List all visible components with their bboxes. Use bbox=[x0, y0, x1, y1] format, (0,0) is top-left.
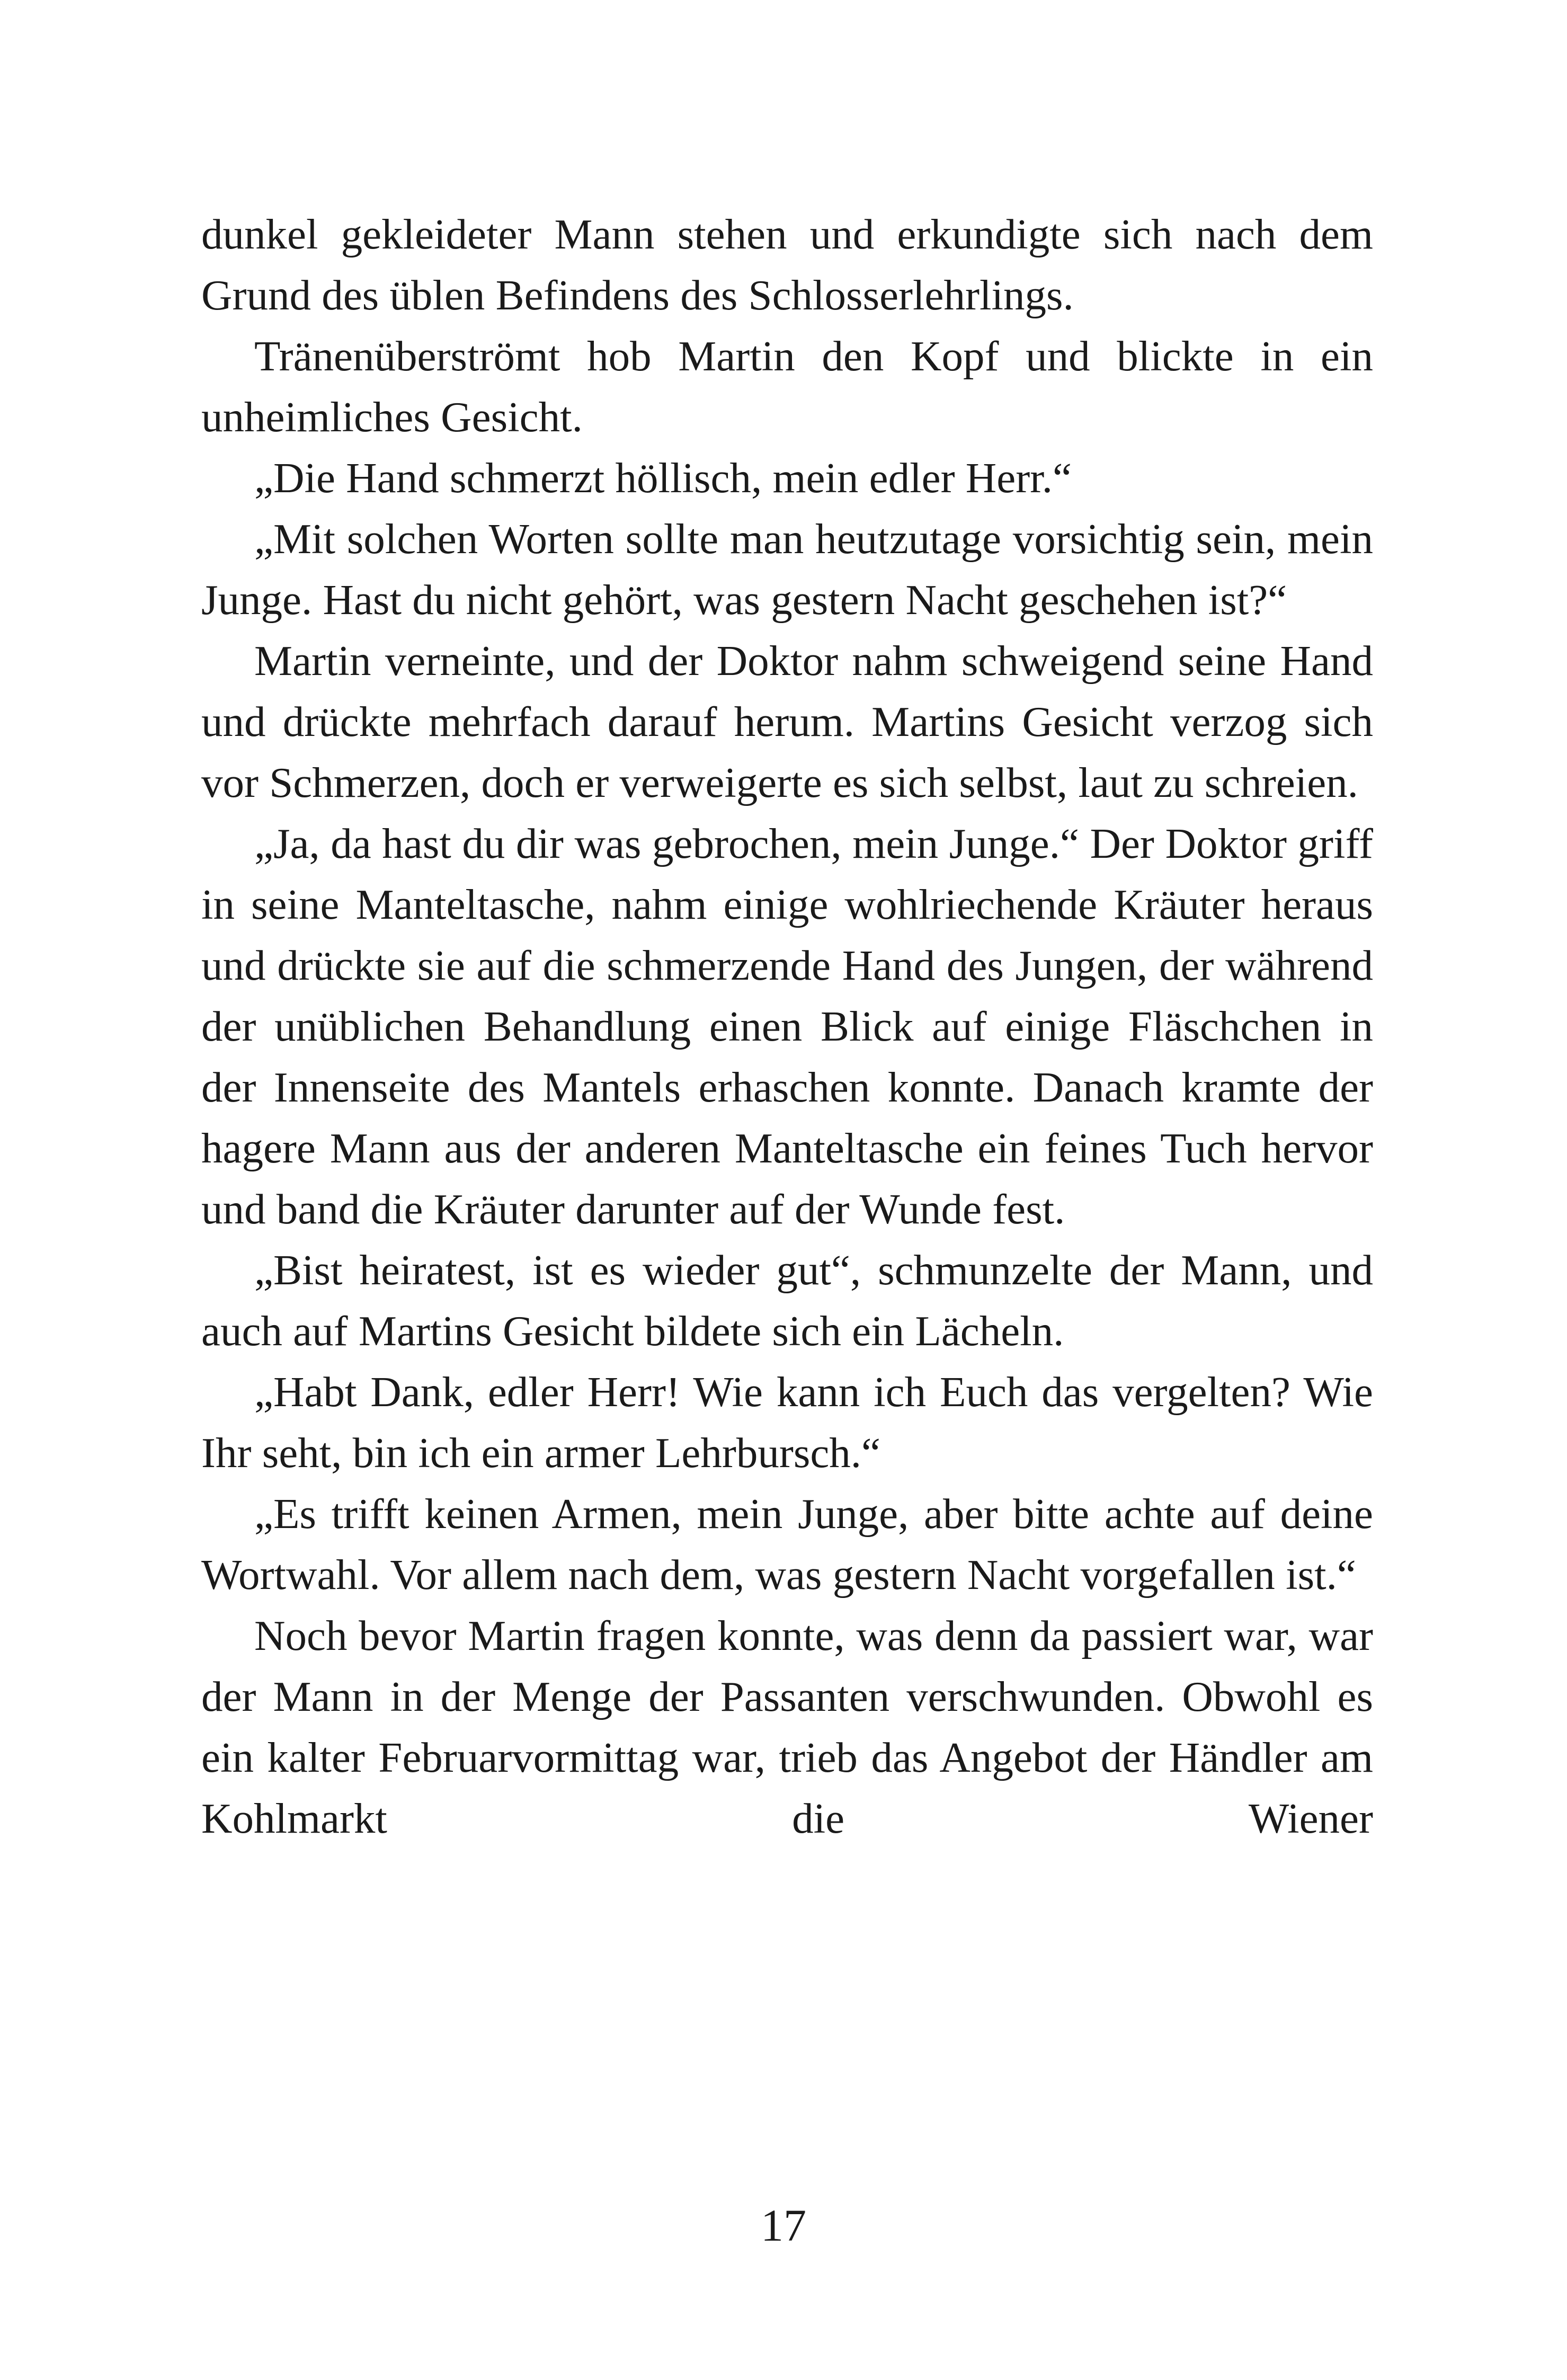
paragraph-10: Noch bevor Martin fragen konnte, was denn da passiert war, war der Mann in der Menge der Passanten verschwunden. Obwohl es ein kalter Februarvormittag war, trieb das Angebot der Händler am Kohlmarkt die Wiener bbox=[201, 1612, 1373, 1842]
paragraph-5: Martin verneinte, und der Doktor nahm schweigend seine Hand und drückte mehrfach darauf herum. Martins Gesicht verzog sich vor Schmerzen, doch er verweigerte es sich selbst, laut zu schreien. bbox=[201, 637, 1373, 806]
paragraph-6: „Ja, da hast du dir was gebrochen, mein Junge.“ Der Doktor griff in seine Manteltasche, nahm einige wohlriechende Kräuter heraus und drückte sie auf die schmerzende Hand des Jungen, der während der unüblichen Behandlung einen Blick auf einige Fläschchen in der Innenseite des Mantels erhaschen konnte. Danach kramte der hagere Mann aus der anderen Manteltasche ein feines Tuch hervor und band die Kräuter darunter auf der Wunde fest. bbox=[201, 820, 1373, 1233]
paragraph-9: „Es trifft keinen Armen, mein Junge, aber bitte achte auf deine Wortwahl. Vor allem nach dem, was gestern Nacht vorgefallen ist.“ bbox=[201, 1490, 1373, 1598]
paragraph-4: „Mit solchen Worten sollte man heutzutage vorsichtig sein, mein Junge. Hast du nicht gehört, was gestern Nacht geschehen ist?“ bbox=[201, 515, 1373, 624]
paragraph-8: „Habt Dank, edler Herr! Wie kann ich Euch das vergelten? Wie Ihr seht, bin ich ein armer Lehrbursch.“ bbox=[201, 1368, 1373, 1477]
paragraph-2: Tränenüberströmt hob Martin den Kopf und blickte in ein unheimliches Gesicht. bbox=[201, 332, 1373, 441]
paragraph-1: dunkel gekleideter Mann stehen und erkundigte sich nach dem Grund des üblen Befindens des Schlosserlehrlings. bbox=[201, 210, 1373, 319]
page-number: 17 bbox=[761, 2200, 806, 2251]
paragraph-7: „Bist heiratest, ist es wieder gut“, schmunzelte der Mann, und auch auf Martins Gesicht bildete sich ein Lächeln. bbox=[201, 1246, 1373, 1355]
page-body bbox=[201, 204, 1373, 1849]
paragraph-3: „Die Hand schmerzt höllisch, mein edler Herr.“ bbox=[254, 454, 1072, 502]
